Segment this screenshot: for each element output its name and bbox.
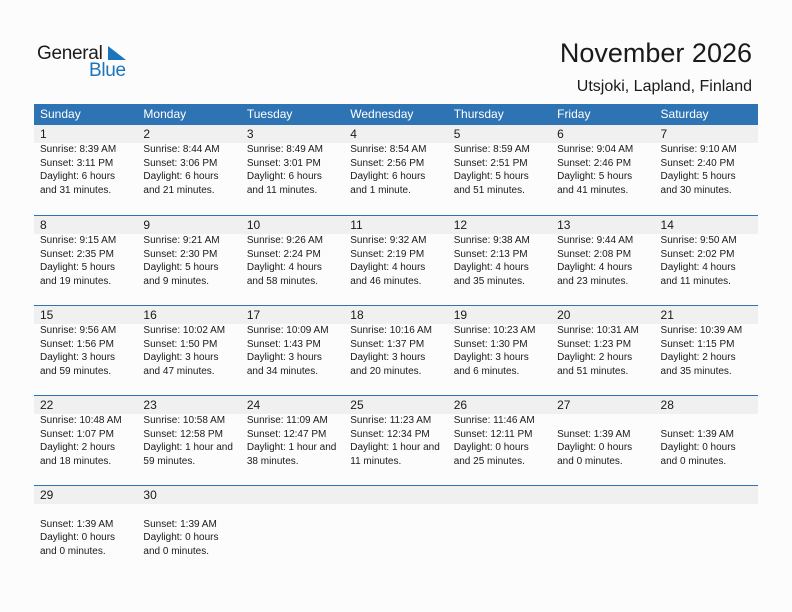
logo-triangle-icon [108,46,126,60]
sun-info [143,324,240,378]
day-number [454,486,551,504]
sunrise-time [143,504,240,518]
sun-info [247,234,344,288]
daylight-duration: Daylight: 6 hours [40,171,116,182]
daylight-duration-cont: and 23 minutes. [557,275,629,287]
sunrise-time: Sunrise: 10:23 AM [453,325,536,336]
day-number: 18 [350,308,364,322]
sun-info [350,414,447,468]
day-cell [137,125,240,197]
daylight-duration-cont: and 0 minutes. [143,545,210,557]
sunset-time: Sunset: 12:47 PM [246,428,327,440]
sunrise-time [557,504,654,518]
sunrise-time [661,504,758,518]
daylight-duration-cont: and 6 minutes. [453,365,520,377]
sunrise-time: Sunrise: 9:04 AM [557,144,634,155]
daylight-duration-cont: and 18 minutes. [40,455,112,467]
day-number: 15 [40,308,54,322]
weekday-saturday: Saturday [660,107,709,121]
sun-info [40,234,137,288]
sunrise-time: Sunrise: 10:58 AM [143,415,226,426]
day-cell [551,306,654,378]
sun-info [454,234,551,288]
day-cell [448,486,551,558]
sunset-time: Sunset: 2:30 PM [143,248,218,260]
day-cell [551,486,654,558]
daylight-duration: Daylight: 3 hours [143,352,219,363]
week-row [34,395,758,485]
sun-info [40,504,137,558]
sunset-time: Sunset: 2:24 PM [246,248,321,260]
daylight-duration-cont: and 46 minutes. [350,275,422,287]
day-number: 8 [40,218,47,232]
daylight-duration: Daylight: 5 hours [40,262,116,273]
day-cell [551,396,654,468]
daylight-duration-cont: 38 minutes. [246,455,299,467]
daylight-duration-cont: and 19 minutes. [40,275,112,287]
daylight-duration-cont: 11 minutes. [350,455,402,467]
sunrise-time: Sunrise: 9:38 AM [453,235,530,246]
sunrise-time: Sunrise: 9:21 AM [143,235,220,246]
sunrise-time: Sunrise: 10:39 AM [660,325,743,336]
daylight-duration-cont: and 0 minutes. [557,455,623,467]
sunset-time: Sunset: 1:39 AM [40,518,114,530]
day-cell [34,216,137,288]
sunset-time [247,518,344,532]
day-cell [344,486,447,558]
day-number: 27 [557,398,571,412]
generalblue-logo [37,41,137,81]
sunrise-time: Sunrise: 11:23 AM [350,415,432,426]
day-number: 12 [453,218,468,232]
sun-info [661,143,758,197]
sunrise-time: Sunrise: 11:46 AM [453,415,535,426]
daylight-duration: Daylight: 2 hours [557,352,633,363]
weekday-header-row [34,104,758,125]
daylight-duration: Daylight: 4 hours [660,262,736,273]
daylight-duration-cont [557,545,654,559]
day-cell [34,125,137,197]
sun-info [661,324,758,378]
sunrise-time [661,414,758,428]
sun-info [557,143,654,197]
sun-info [143,234,240,288]
sun-info [454,414,551,468]
daylight-duration-cont: and 58 minutes. [246,275,319,287]
day-cell [448,125,551,197]
daylight-duration-cont: and 25 minutes. [453,455,525,467]
day-number: 23 [143,398,157,412]
day-number: 30 [143,488,157,502]
sunset-time: Sunset: 1:39 AM [660,428,734,440]
day-number: 4 [350,127,357,141]
day-cell [344,306,447,378]
daylight-duration-cont [661,545,758,559]
day-cell [241,396,344,468]
sun-info [143,504,240,558]
day-cell [137,216,240,288]
sunset-time: Sunset: 3:06 PM [143,157,218,169]
week-row [34,215,758,305]
sunrise-time: Sunrise: 9:15 AM [40,235,117,246]
day-cell [655,486,758,558]
daylight-duration [661,531,758,545]
day-cell [344,125,447,197]
daylight-duration: Daylight: 5 hours [660,171,736,182]
sun-info [350,504,447,558]
daylight-duration: Daylight: 3 hours [40,352,116,363]
sun-info [557,414,654,468]
day-number: 6 [557,127,564,141]
sunrise-time: Sunrise: 10:48 AM [40,415,122,426]
sunrise-time: Sunrise: 8:44 AM [143,144,220,155]
weekday-tuesday: Tuesday [246,107,293,121]
sunrise-time [247,504,344,518]
daylight-duration-cont: and 31 minutes. [40,184,112,196]
sunset-time: Sunset: 2:56 PM [350,157,425,169]
day-number: 14 [660,218,674,232]
sunrise-time: Sunrise: 9:56 AM [40,325,117,336]
daylight-duration: Daylight: 4 hours [557,262,633,273]
sun-info [557,504,654,558]
sunset-time: Sunset: 3:01 PM [246,157,321,169]
day-number: 7 [660,127,668,141]
sunrise-time: Sunrise: 11:09 AM [246,415,328,426]
weekday-thursday: Thursday [453,107,504,121]
day-cell [34,486,137,558]
daylight-duration: Daylight: 1 hour and [143,442,233,453]
week-days [34,306,758,378]
daylight-duration: Daylight: 2 hours [40,442,116,453]
sunset-time: Sunset: 2:13 PM [453,248,528,260]
day-number [247,486,344,504]
day-cell [655,216,758,288]
daylight-duration [350,531,447,545]
day-cell [34,306,137,378]
day-number: 1 [40,127,47,141]
calendar-grid [34,104,758,575]
sun-info [247,414,344,468]
daylight-duration: Daylight: 0 hours [557,442,633,453]
sun-info [350,324,447,378]
daylight-duration: Daylight: 4 hours [246,262,322,273]
sunset-time: Sunset: 2:51 PM [453,157,528,169]
daylight-duration-cont: and 35 minutes. [660,365,732,377]
day-number: 20 [557,308,571,322]
weeks-container [34,125,758,575]
day-number [350,486,447,504]
day-number: 29 [40,488,54,502]
sun-info [143,414,240,468]
daylight-duration [247,531,344,545]
sunrise-time: Sunrise: 10:31 AM [557,325,639,336]
day-number: 17 [246,308,261,322]
sunset-time: Sunset: 12:34 PM [350,428,430,440]
sunrise-time: Sunrise: 10:02 AM [143,325,226,336]
sunrise-time: Sunrise: 8:59 AM [453,144,530,155]
daylight-duration: Daylight: 0 hours [660,442,736,453]
day-number: 2 [143,127,151,141]
daylight-duration-cont: and 41 minutes. [557,184,629,196]
sunrise-time: Sunrise: 9:50 AM [660,235,737,246]
logo-text-blue: Blue [89,60,126,81]
day-number: 9 [143,218,151,232]
day-cell [241,306,344,378]
week-days [34,216,758,288]
day-number: 19 [453,308,468,322]
day-cell [137,486,240,558]
sunset-time: Sunset: 12:58 PM [143,428,223,440]
daylight-duration: Daylight: 6 hours [143,171,219,182]
daylight-duration: Daylight: 0 hours [40,532,116,543]
daylight-duration-cont: 59 minutes. [143,455,196,467]
daylight-duration-cont: and 30 minutes. [660,184,732,196]
sunset-time: Sunset: 1:37 PM [350,338,425,350]
day-cell [241,216,344,288]
week-row [34,125,758,215]
sunset-time: Sunset: 1:50 PM [143,338,218,350]
sunset-time: Sunset: 3:11 PM [40,157,114,169]
day-number: 21 [660,308,674,322]
weekday-monday: Monday [143,107,187,121]
day-number: 28 [660,398,674,412]
sunrise-time: Sunrise: 9:26 AM [246,235,323,246]
location-subtitle: Utsjoki, Lapland, Finland [576,78,752,95]
day-cell [241,125,344,197]
sunrise-time [350,504,447,518]
sun-info [661,414,758,468]
daylight-duration-cont: and 59 minutes. [40,365,112,377]
daylight-duration-cont: and 0 minutes. [40,545,106,557]
sun-info [454,324,551,378]
daylight-duration: Daylight: 1 hour and [350,442,440,453]
daylight-duration-cont: and 51 minutes. [453,184,525,196]
sunset-time: Sunset: 1:39 AM [557,428,631,440]
day-cell [448,306,551,378]
sun-info [350,234,447,288]
day-number: 11 [350,218,363,232]
sunset-time: Sunset: 1:43 PM [246,338,321,350]
day-number: 24 [246,398,261,412]
sunset-time [557,518,654,532]
sunrise-time: Sunrise: 10:09 AM [246,325,329,336]
weekday-friday: Friday [557,107,591,121]
sunset-time [661,518,758,532]
sun-info [143,143,240,197]
day-cell [655,396,758,468]
sun-info [557,234,654,288]
daylight-duration-cont: and 11 minutes. [660,275,731,287]
daylight-duration: Daylight: 4 hours [453,262,529,273]
sun-info [350,143,447,197]
day-cell [655,125,758,197]
daylight-duration: Daylight: 2 hours [660,352,736,363]
day-number: 13 [557,218,571,232]
daylight-duration: Daylight: 3 hours [453,352,529,363]
daylight-duration [454,531,551,545]
sunrise-time: Sunrise: 8:49 AM [246,144,323,155]
sunset-time: Sunset: 1:07 PM [40,428,114,440]
day-number: 10 [246,218,261,232]
sunset-time: Sunset: 1:30 PM [453,338,528,350]
sunset-time: Sunset: 1:15 PM [660,338,735,350]
sun-info [454,143,551,197]
sunset-time: Sunset: 2:02 PM [660,248,735,260]
day-cell [551,216,654,288]
daylight-duration: Daylight: 0 hours [453,442,529,453]
sunset-time: Sunset: 1:56 PM [40,338,114,350]
sun-info [661,504,758,558]
day-number: 3 [246,127,254,141]
sun-info [247,504,344,558]
daylight-duration: Daylight: 3 hours [246,352,322,363]
sunset-time [454,518,551,532]
sun-info [247,143,344,197]
daylight-duration-cont: and 47 minutes. [143,365,215,377]
daylight-duration-cont: and 51 minutes. [557,365,629,377]
daylight-duration: Daylight: 6 hours [246,171,322,182]
sunset-time: Sunset: 2:46 PM [557,157,632,169]
day-number: 16 [143,308,157,322]
day-cell [655,306,758,378]
sunrise-time [557,414,654,428]
day-number [557,486,654,504]
day-cell [241,486,344,558]
page-title: November 2026 [559,38,752,68]
daylight-duration-cont: and 9 minutes. [143,275,210,287]
weekday-wednesday: Wednesday [350,107,414,121]
sun-info [454,504,551,558]
sunrise-time [454,504,551,518]
day-number: 5 [453,127,461,141]
sunset-time [350,518,447,532]
daylight-duration-cont [454,545,551,559]
week-days [34,125,758,197]
sunrise-time: Sunrise: 8:39 AM [40,144,117,155]
daylight-duration: Daylight: 5 hours [557,171,633,182]
sun-info [40,324,137,378]
sun-info [40,143,137,197]
sunset-time: Sunset: 2:35 PM [40,248,114,260]
day-number: 26 [453,398,468,412]
daylight-duration-cont: and 34 minutes. [246,365,319,377]
daylight-duration: Daylight: 0 hours [143,532,219,543]
week-row [34,305,758,395]
day-cell [137,396,240,468]
logo-text-general: General [37,43,103,64]
sunrise-time: Sunrise: 8:54 AM [350,144,427,155]
sunset-time: Sunset: 1:23 PM [557,338,632,350]
week-row [34,485,758,575]
day-cell [344,216,447,288]
day-cell [551,125,654,197]
daylight-duration: Daylight: 5 hours [143,262,219,273]
sun-info [40,414,137,468]
daylight-duration [557,531,654,545]
day-cell [448,216,551,288]
weekday-sunday: Sunday [40,107,81,121]
day-cell [344,396,447,468]
sun-info [557,324,654,378]
daylight-duration: Daylight: 1 hour and [246,442,337,453]
daylight-duration-cont: and 11 minutes. [246,184,318,196]
sunset-time: Sunset: 2:40 PM [660,157,735,169]
daylight-duration: Daylight: 3 hours [350,352,426,363]
daylight-duration-cont: and 20 minutes. [350,365,422,377]
daylight-duration: Daylight: 4 hours [350,262,426,273]
sunset-time: Sunset: 12:11 PM [453,428,533,440]
daylight-duration-cont: and 35 minutes. [453,275,525,287]
sunrise-time: Sunrise: 9:32 AM [350,235,427,246]
sunrise-time: Sunrise: 9:10 AM [660,144,737,155]
daylight-duration-cont: and 0 minutes. [660,455,727,467]
day-number: 25 [350,398,364,412]
sunrise-time: Sunrise: 9:44 AM [557,235,634,246]
day-cell [34,396,137,468]
day-cell [448,396,551,468]
sunset-time: Sunset: 1:39 AM [143,518,217,530]
day-number: 22 [40,398,54,412]
daylight-duration-cont [350,545,447,559]
sunset-time: Sunset: 2:08 PM [557,248,632,260]
daylight-duration-cont: and 1 minute. [350,184,411,196]
daylight-duration: Daylight: 6 hours [350,171,426,182]
week-days [34,396,758,468]
sun-info [661,234,758,288]
sunset-time: Sunset: 2:19 PM [350,248,425,260]
sunrise-time: Sunrise: 10:16 AM [350,325,432,336]
sunrise-time [40,504,137,518]
daylight-duration-cont [247,545,344,559]
day-number [661,486,758,504]
daylight-duration: Daylight: 5 hours [453,171,529,182]
week-days [34,486,758,558]
daylight-duration-cont: and 21 minutes. [143,184,215,196]
sun-info [247,324,344,378]
day-cell [137,306,240,378]
